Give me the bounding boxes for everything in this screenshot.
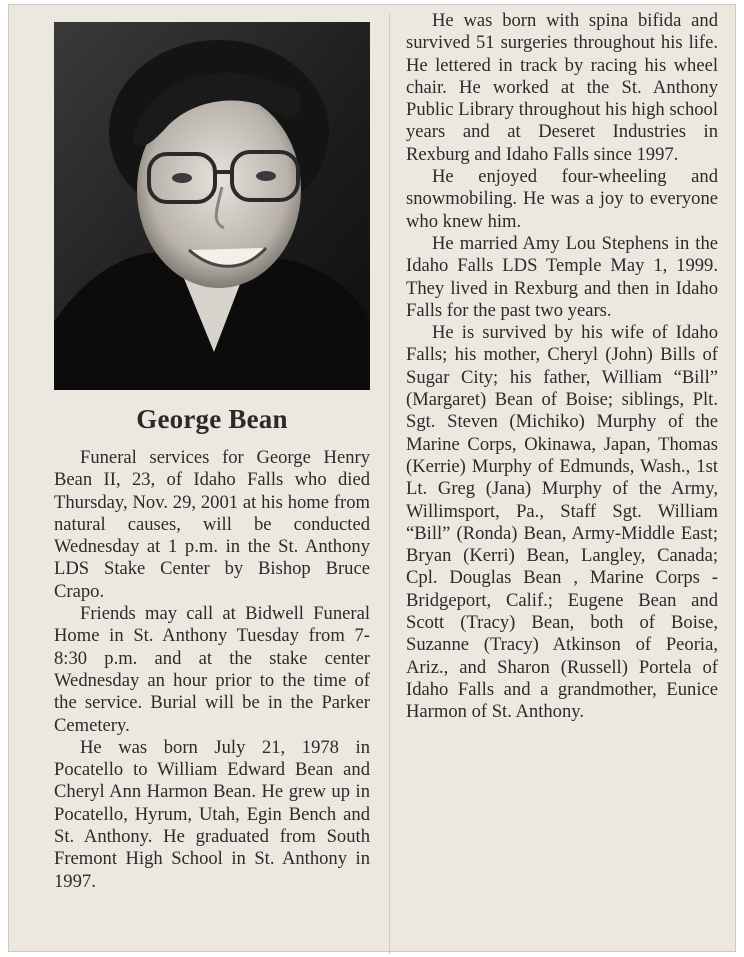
paragraph-visitation: Friends may call at Bidwell Funeral Home in St. Anthony Tuesday from 7-8:30 p.m. and at the stake center Wednesday an hour prior to the time of the service. Burial will be in the Parker Cemetery.	[54, 603, 370, 736]
paragraph-marriage: He married Amy Lou Stephens in the Idaho Falls LDS Temple May 1, 1999. They lived in Rexburg and then in Idaho Falls for the past two years.	[406, 232, 718, 321]
paragraph-birth: He was born July 21, 1978 in Pocatello to William Edward Bean and Cheryl Ann Harmon Bean. He grew up in Pocatello, Hyrum, Utah, Egin Bench and St. Anthony. He graduated from South Fremont High School in St. Anthony in 1997.	[54, 736, 370, 892]
right-column	[406, 10, 718, 724]
portrait-photo	[54, 22, 370, 390]
column-divider	[389, 14, 390, 954]
obituary-name: George Bean	[136, 404, 288, 434]
paragraph-hobbies: He enjoyed four-wheeling and snowmobiling. He was a joy to everyone who knew him.	[406, 166, 718, 232]
paragraph-funeral-services: Funeral services for George Henry Bean II, 23, of Idaho Falls who died Thursday, Nov. 29, 2001 at his home from natural causes, will be conducted Wednesday at 1 p.m. in the St. Anthony LDS Stake Center by Bishop Bruce Crapo.	[54, 447, 370, 602]
newspaper-clipping	[8, 4, 736, 952]
paragraph-life: He was born with spina bifida and survived 51 surgeries throughout his life. He lettered in track by racing his wheel chair. He worked at the St. Anthony Public Library throughout his high school years and at Deseret Industries in Rexburg and Idaho Falls since 1997.	[406, 10, 718, 165]
paragraph-survivors: He is survived by his wife of Idaho Falls; his mother, Cheryl (John) Bills of Sugar City; his father, William “Bill” (Margaret) Bean of Boise; siblings, Plt. Sgt. Steven (Michiko) Murphy of the Marine Corps, Okinawa, Japan, Thomas (Kerrie) Murphy of Edmunds, Wash., 1st Lt. Greg (Jana) Murphy of the Army, Willimsport, Pa., Staff Sgt. William “Bill” (Ronda) Bean, Army-Middle East; Bryan (Kerri) Bean, Langley, Canada; Cpl. Douglas Bean , Marine Corps - Bridgeport, Calif.; Eugene Bean and Scott (Tracy) Bean, both of Boise, Suzanne (Tracy) Atkinson of Peoria, Ariz., and Sharon (Russell) Portela of Idaho Falls and a grandmother, Eunice Harmon of St. Anthony.	[406, 322, 718, 723]
left-column	[54, 22, 370, 893]
